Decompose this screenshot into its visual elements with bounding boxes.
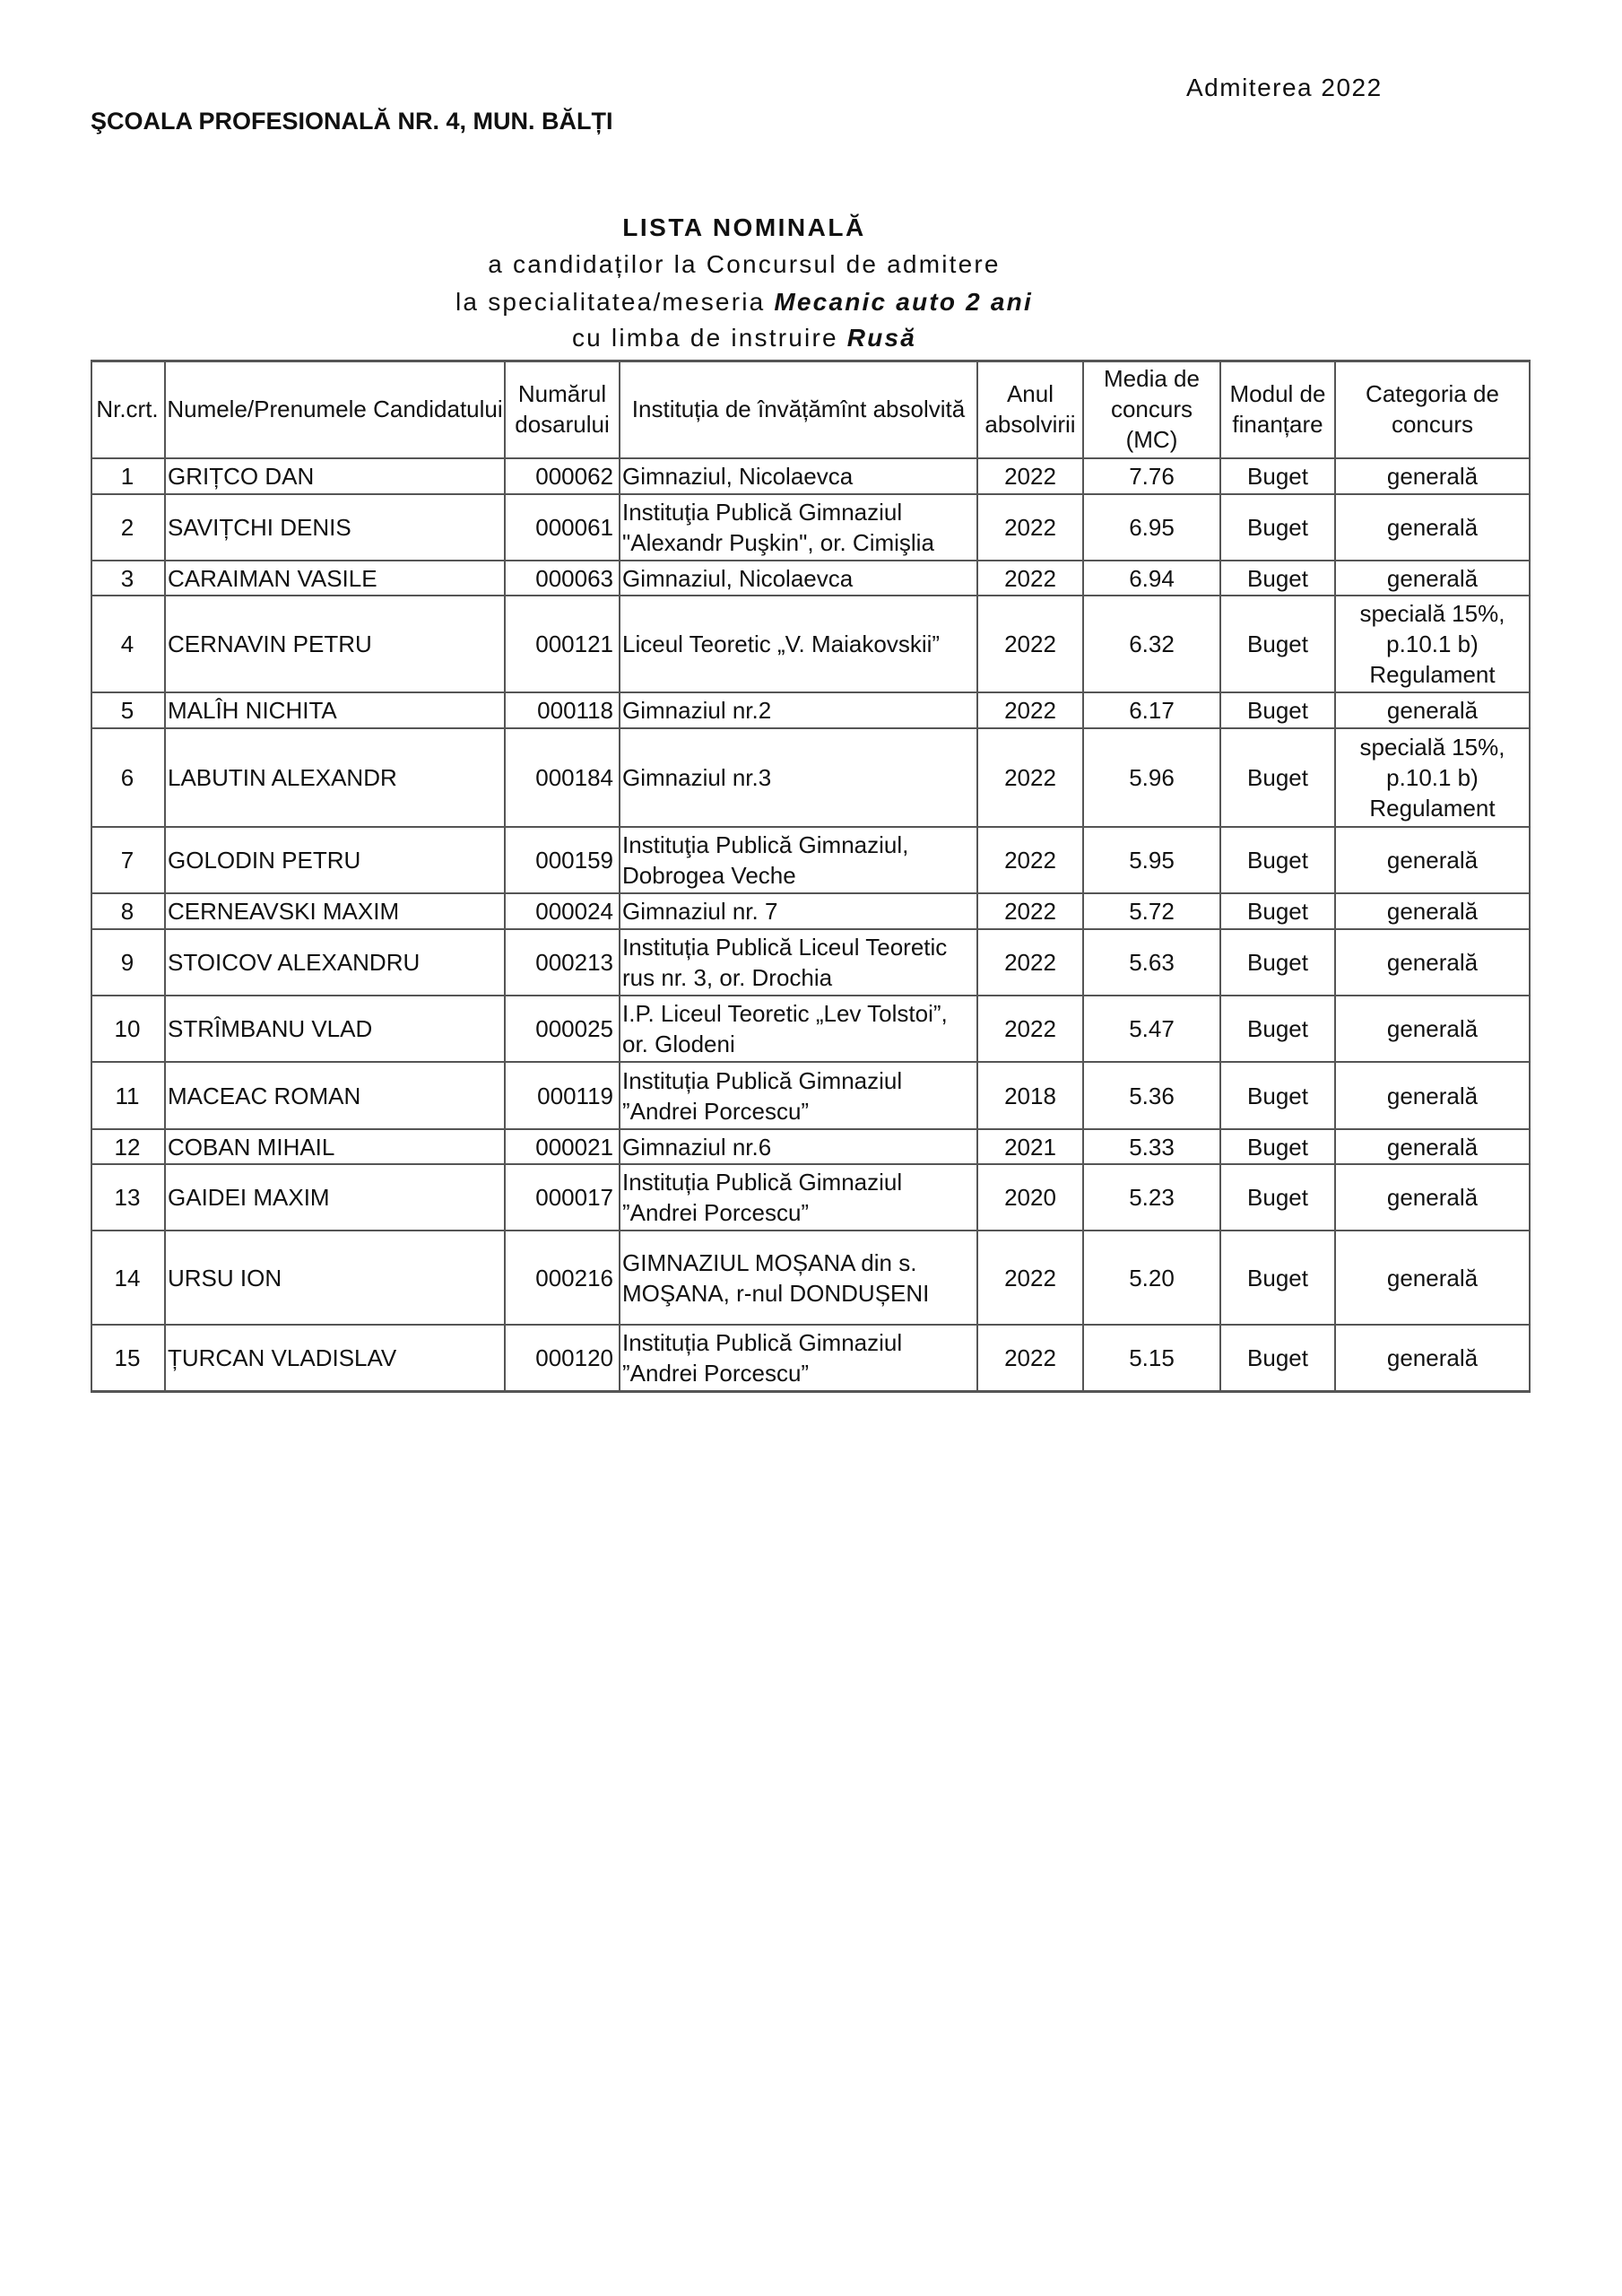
cell-name: COBAN MIHAIL <box>166 1130 506 1165</box>
column-header-graduation-year: Anul absolvirii <box>978 360 1084 459</box>
cell-name: URSU ION <box>166 1231 506 1326</box>
cell-institution: Instituția Publică Gimnaziul ”Andrei Porcescu” <box>620 1063 978 1130</box>
cell-average: 5.95 <box>1084 828 1221 894</box>
cell-funding: Buget <box>1221 894 1336 930</box>
cell-category: generală <box>1336 1326 1531 1392</box>
cell-name: GOLODIN PETRU <box>166 828 506 894</box>
cell-name: ȚURCAN VLADISLAV <box>166 1326 506 1392</box>
cell-file-number: 000025 <box>506 996 620 1063</box>
cell-category: generală <box>1336 1063 1531 1130</box>
specialty-line <box>386 288 1103 317</box>
cell-institution: Instituția Publică Gimnaziul ”Andrei Porcescu” <box>620 1165 978 1231</box>
cell-category: generală <box>1336 561 1531 596</box>
cell-funding: Buget <box>1221 1326 1336 1392</box>
cell-file-number: 000118 <box>506 693 620 729</box>
cell-nr: 5 <box>91 693 166 729</box>
cell-graduation-year: 2022 <box>978 894 1084 930</box>
cell-funding: Buget <box>1221 1165 1336 1231</box>
cell-name: GRIȚCO DAN <box>166 459 506 495</box>
cell-file-number: 000184 <box>506 729 620 828</box>
cell-category: generală <box>1336 1165 1531 1231</box>
column-header-institution: Instituția de învățămînt absolvită <box>620 360 978 459</box>
cell-name: CERNEAVSKI MAXIM <box>166 894 506 930</box>
cell-average: 5.23 <box>1084 1165 1221 1231</box>
cell-institution: I.P. Liceul Teoretic „Lev Tolstoi”, or. Glodeni <box>620 996 978 1063</box>
cell-category: generală <box>1336 459 1531 495</box>
cell-institution: Instituția Publică Liceul Teoretic rus nr. 3, or. Drochia <box>620 930 978 996</box>
cell-nr: 12 <box>91 1130 166 1165</box>
cell-file-number: 000061 <box>506 495 620 561</box>
specialty-prefix: la specialitatea/meseria <box>455 288 775 316</box>
cell-name: GAIDEI MAXIM <box>166 1165 506 1231</box>
cell-name: LABUTIN ALEXANDR <box>166 729 506 828</box>
document-subtitle: a candidaților la Concursul de admitere <box>488 250 1001 278</box>
cell-category: specială 15%, p.10.1 b) Regulament <box>1336 596 1531 693</box>
instruction-language: Rusă <box>846 324 916 352</box>
cell-average: 5.96 <box>1084 729 1221 828</box>
cell-average: 6.94 <box>1084 561 1221 596</box>
cell-category: generală <box>1336 930 1531 996</box>
cell-name: CERNAVIN PETRU <box>166 596 506 693</box>
cell-file-number: 000024 <box>506 894 620 930</box>
cell-category: generală <box>1336 1130 1531 1165</box>
cell-category: generală <box>1336 693 1531 729</box>
cell-nr: 13 <box>91 1165 166 1231</box>
cell-institution: Instituţia Publică Gimnaziul "Alexandr Puşkin", or. Cimişlia <box>620 495 978 561</box>
cell-file-number: 000062 <box>506 459 620 495</box>
cell-funding: Buget <box>1221 828 1336 894</box>
cell-institution: Instituţia Publică Gimnaziul, Dobrogea Veche <box>620 828 978 894</box>
cell-average: 5.36 <box>1084 1063 1221 1130</box>
column-header-category: Categoria de concurs <box>1336 360 1531 459</box>
cell-institution: Instituția Publică Gimnaziul ”Andrei Porcescu” <box>620 1326 978 1392</box>
cell-file-number: 000017 <box>506 1165 620 1231</box>
cell-graduation-year: 2022 <box>978 495 1084 561</box>
cell-average: 5.47 <box>1084 996 1221 1063</box>
cell-average: 6.17 <box>1084 693 1221 729</box>
cell-graduation-year: 2022 <box>978 996 1084 1063</box>
cell-institution: Liceul Teoretic „V. Maiakovskii” <box>620 596 978 693</box>
column-header-funding: Modul de finanțare <box>1221 360 1336 459</box>
cell-institution: Gimnaziul nr.6 <box>620 1130 978 1165</box>
cell-graduation-year: 2022 <box>978 561 1084 596</box>
cell-category: generală <box>1336 1231 1531 1326</box>
cell-average: 5.72 <box>1084 894 1221 930</box>
cell-category: generală <box>1336 894 1531 930</box>
column-header-average: Media de concurs (MC) <box>1084 360 1221 459</box>
cell-nr: 7 <box>91 828 166 894</box>
cell-funding: Buget <box>1221 459 1336 495</box>
cell-name: CARAIMAN VASILE <box>166 561 506 596</box>
cell-name: MACEAC ROMAN <box>166 1063 506 1130</box>
cell-nr: 3 <box>91 561 166 596</box>
cell-file-number: 000159 <box>506 828 620 894</box>
cell-name: STOICOV ALEXANDRU <box>166 930 506 996</box>
cell-average: 5.63 <box>1084 930 1221 996</box>
cell-institution: Gimnaziul nr.2 <box>620 693 978 729</box>
column-header-nr: Nr.crt. <box>91 360 166 459</box>
cell-funding: Buget <box>1221 1231 1336 1326</box>
cell-average: 5.15 <box>1084 1326 1221 1392</box>
cell-funding: Buget <box>1221 561 1336 596</box>
cell-category: generală <box>1336 996 1531 1063</box>
cell-file-number: 000063 <box>506 561 620 596</box>
cell-institution: Gimnaziul nr.3 <box>620 729 978 828</box>
cell-graduation-year: 2022 <box>978 828 1084 894</box>
cell-category: specială 15%, p.10.1 b) Regulament <box>1336 729 1531 828</box>
column-header-file-number: Numărul dosarului <box>506 360 620 459</box>
cell-category: generală <box>1336 828 1531 894</box>
cell-nr: 14 <box>91 1231 166 1326</box>
cell-average: 5.33 <box>1084 1130 1221 1165</box>
cell-funding: Buget <box>1221 495 1336 561</box>
cell-nr: 1 <box>91 459 166 495</box>
cell-institution: Gimnaziul nr. 7 <box>620 894 978 930</box>
cell-graduation-year: 2022 <box>978 459 1084 495</box>
cell-institution: Gimnaziul, Nicolaevca <box>620 561 978 596</box>
cell-funding: Buget <box>1221 1130 1336 1165</box>
cell-nr: 15 <box>91 1326 166 1392</box>
school-name: ŞCOALA PROFESIONALĂ NR. 4, MUN. BĂLȚI <box>91 108 613 135</box>
cell-graduation-year: 2020 <box>978 1165 1084 1231</box>
cell-name: STRÎMBANU VLAD <box>166 996 506 1063</box>
cell-graduation-year: 2021 <box>978 1130 1084 1165</box>
cell-funding: Buget <box>1221 996 1336 1063</box>
cell-graduation-year: 2022 <box>978 596 1084 693</box>
cell-funding: Buget <box>1221 729 1336 828</box>
cell-average: 7.76 <box>1084 459 1221 495</box>
cell-nr: 11 <box>91 1063 166 1130</box>
cell-nr: 8 <box>91 894 166 930</box>
cell-average: 5.20 <box>1084 1231 1221 1326</box>
cell-funding: Buget <box>1221 596 1336 693</box>
cell-category: generală <box>1336 495 1531 561</box>
specialty-name: Mecanic auto 2 ani <box>774 288 1033 316</box>
document-title: LISTA NOMINALĂ <box>622 213 866 241</box>
candidates-table <box>91 360 1531 1392</box>
cell-nr: 6 <box>91 729 166 828</box>
cell-graduation-year: 2018 <box>978 1063 1084 1130</box>
cell-graduation-year: 2022 <box>978 1326 1084 1392</box>
cell-funding: Buget <box>1221 693 1336 729</box>
cell-name: MALÎH NICHITA <box>166 693 506 729</box>
cell-institution: Gimnaziul, Nicolaevca <box>620 459 978 495</box>
cell-average: 6.32 <box>1084 596 1221 693</box>
cell-file-number: 000213 <box>506 930 620 996</box>
cell-nr: 9 <box>91 930 166 996</box>
cell-file-number: 000121 <box>506 596 620 693</box>
cell-nr: 4 <box>91 596 166 693</box>
admission-year-label: Admiterea 2022 <box>1186 74 1383 101</box>
cell-name: SAVIȚCHI DENIS <box>166 495 506 561</box>
cell-file-number: 000216 <box>506 1231 620 1326</box>
cell-funding: Buget <box>1221 1063 1336 1130</box>
cell-graduation-year: 2022 <box>978 693 1084 729</box>
cell-institution: GIMNAZIUL MOȘANA din s. MOŞANA, r-nul DONDUȘENI <box>620 1231 978 1326</box>
cell-graduation-year: 2022 <box>978 729 1084 828</box>
column-header-name: Numele/Prenumele Candidatului <box>166 360 506 459</box>
language-line <box>386 324 1103 352</box>
cell-nr: 2 <box>91 495 166 561</box>
cell-graduation-year: 2022 <box>978 1231 1084 1326</box>
cell-graduation-year: 2022 <box>978 930 1084 996</box>
cell-file-number: 000120 <box>506 1326 620 1392</box>
language-prefix: cu limba de instruire <box>571 324 847 352</box>
cell-funding: Buget <box>1221 930 1336 996</box>
cell-file-number: 000021 <box>506 1130 620 1165</box>
cell-file-number: 000119 <box>506 1063 620 1130</box>
cell-average: 6.95 <box>1084 495 1221 561</box>
cell-nr: 10 <box>91 996 166 1063</box>
